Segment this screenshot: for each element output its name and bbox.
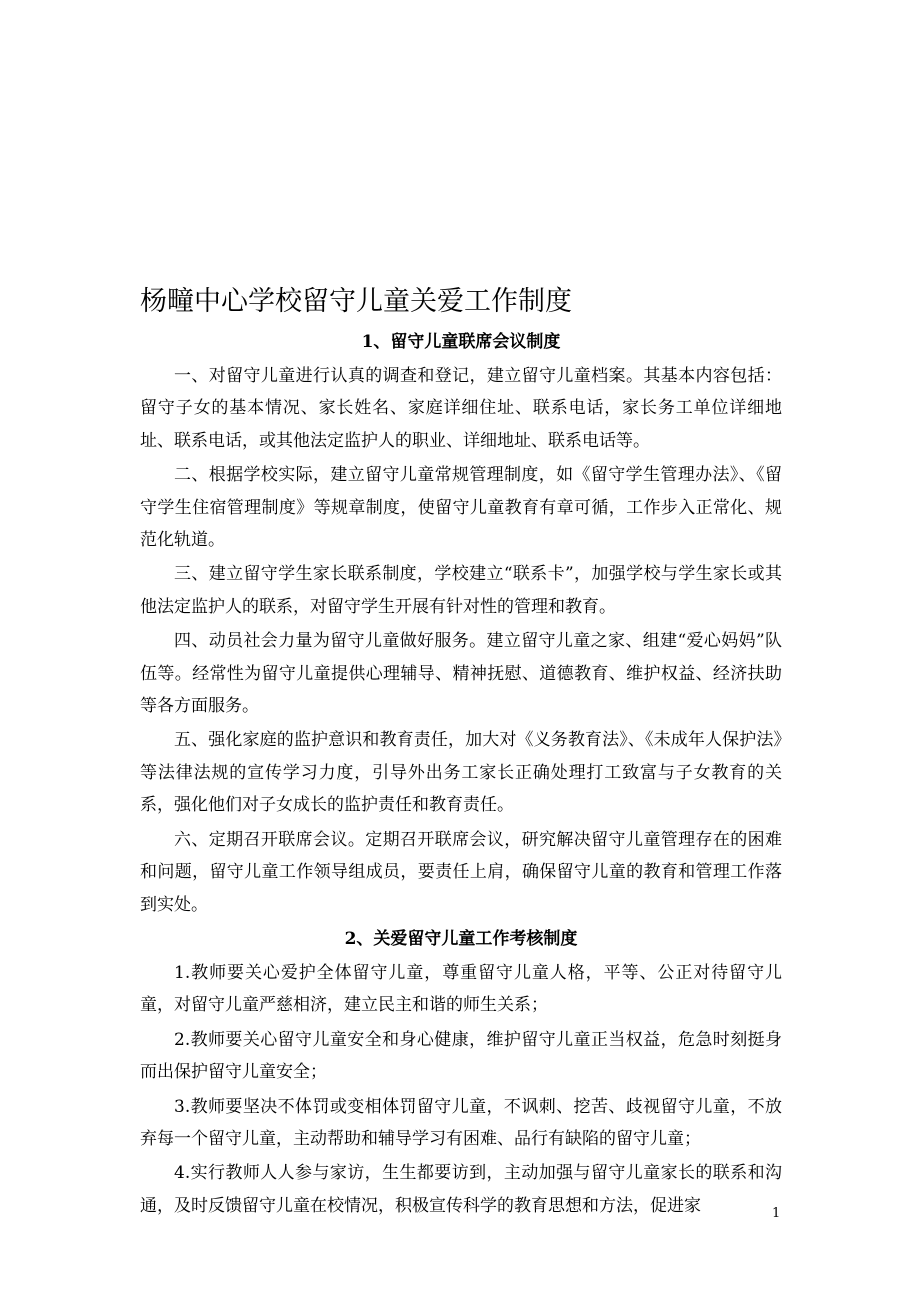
paragraph: 五、强化家庭的监护意识和教育责任，加大对《义务教育法》、《未成年人保护法》等法律法规的宣传学习力度，引导外出务工家长正确处理打工致富与子女教育的关系，强化他们对子女成长的监护责任和教育责任。 (140, 730, 782, 816)
paragraph: 二、根据学校实际，建立留守儿童常规管理制度，如《留守学生管理办法》、《留守学生住宿管理制度》等规章制度，使留守儿童教育有章可循，工作步入正常化、规范化轨道。 (140, 465, 782, 551)
section-heading: 1、留守儿童联席会议制度 (361, 332, 561, 352)
section-2 (140, 923, 782, 1222)
paragraph: 4.实行教师人人参与家访，生生都要访到，主动加强与留守儿童家长的联系和沟通，及时反馈留守儿童在校情况，积极宣传科学的教育思想和方法，促进家 (140, 1163, 782, 1216)
paragraph: 1.教师要关心爱护全体留守儿童，尊重留守儿童人格，平等、公正对待留守儿童，对留守儿童严慈相济，建立民主和谐的师生关系； (140, 962, 782, 1016)
paragraph: 一、对留守儿童进行认真的调查和登记，建立留守儿童档案。其基本内容包括：留守子女的基本情况、家长姓名、家庭详细住址、联系电话，家长务工单位详细地址、联系电话，或其他法定监护人的职业、详细地址、联系电话等。 (140, 366, 782, 451)
paragraph: 2.教师要关心留守儿童安全和身心健康，维护留守儿童正当权益，危急时刻挺身而出保护留守儿童安全； (140, 1029, 782, 1083)
section-1 (140, 326, 782, 921)
paragraph: 三、建立留守学生家长联系制度，学校建立“联系卡”，加强学校与学生家长或其他法定监护人的联系，对留守学生开展有针对性的管理和教育。 (140, 564, 782, 617)
paragraph: 六、定期召开联席会议。定期召开联席会议，研究解决留守儿童管理存在的困难和问题，留守儿童工作领导组成员，要责任上肩，确保留守儿童的教育和管理工作落到实处。 (140, 829, 782, 915)
section-heading: 2、关爱留守儿童工作考核制度 (344, 928, 578, 949)
document-title: 杨疃中心学校留守儿童关爱工作制度 (140, 286, 572, 317)
paragraph: 四、动员社会力量为留守儿童做好服务。建立留守儿童之家、组建“爱心妈妈”队伍等。经常性为留守儿童提供心理辅导、精神抚慰、道德教育、维护权益、经济扶助等各方面服务。 (140, 631, 782, 717)
paragraph: 3.教师要坚决不体罚或变相体罚留守儿童，不讽刺、挖苦、歧视留守儿童，不放弃每一个留守儿童，主动帮助和辅导学习有困难、品行有缺陷的留守儿童； (140, 1096, 782, 1149)
page-number: 1 (772, 1206, 781, 1221)
document-body (140, 280, 782, 1224)
